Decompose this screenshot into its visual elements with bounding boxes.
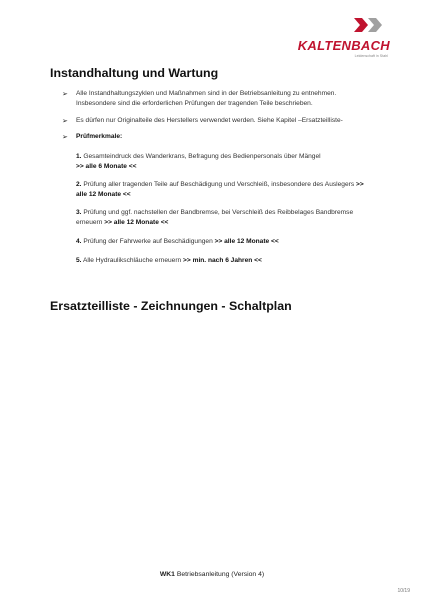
check-item-interval: >> alle 6 Monate << — [76, 163, 137, 170]
bullet-arrow-icon: ➢ — [62, 118, 68, 125]
logo-brand: KALTENBACH — [297, 38, 390, 53]
section-title-spare-parts: Ersatzteilliste - Zeichnungen - Schaltplan — [50, 299, 292, 313]
logo-tagline: Leidenschaft in Stahl — [354, 54, 388, 58]
section-title-maintenance: Instandhaltung und Wartung — [50, 66, 219, 80]
chevron-logo-icon — [352, 16, 386, 34]
company-logo — [296, 16, 390, 62]
checks-heading: Prüfmerkmale: — [76, 133, 123, 140]
check-item-text: Alle Hydraulikschläuche erneuern — [82, 257, 182, 264]
page-footer — [0, 571, 424, 578]
check-item-interval: >> alle 12 Monate << — [76, 181, 364, 198]
page-number: 10/19 — [397, 588, 410, 594]
check-item-number: 5. — [76, 257, 82, 264]
check-item-text: Prüfung der Fahrwerke auf Beschädigungen — [83, 238, 213, 245]
footer-model: WK1 — [159, 571, 175, 578]
check-item-5 — [76, 256, 376, 266]
check-item-text: Gesamteindruck des Wanderkrans, Befragung des Bedienpersonals über Mängel — [83, 153, 321, 160]
check-item-4 — [76, 237, 376, 247]
check-item-text: Prüfung aller tragenden Teile auf Beschädigung und Verschleiß, insbesondere des Auslegers — [83, 181, 355, 188]
check-item-interval: >> alle 12 Monate << — [214, 238, 279, 245]
check-item-number: 1. — [76, 153, 82, 160]
paragraph-original-parts: Es dürfen nur Originalteile des Herstellers verwendet werden. Siehe Kapitel –Ersatzteilliste- — [76, 117, 343, 124]
check-item-text: Prüfung und ggf. nachstellen der Bandbremse, bei Verschleiß des Reibbelages Bandbremse erneuern — [76, 209, 354, 226]
check-item-number: 4. — [76, 238, 82, 245]
bullet-arrow-icon: ➢ — [62, 91, 68, 98]
paragraph-maintenance-cycles: Alle Instandhaltungszyklen und Maßnahmen sind in der Betriebsanleitung zu entnehmen. Insbesondere sind die erforderlichen Prüfungen der tragenden Teile beschrieben. — [76, 90, 337, 107]
check-item-interval: >> min. nach 6 Jahren << — [183, 257, 262, 264]
check-item-2 — [76, 180, 376, 200]
check-item-interval: >> alle 12 Monate << — [104, 219, 169, 226]
check-item-1 — [76, 152, 376, 172]
footer-text: Betriebsanleitung (Version 4) — [176, 571, 265, 578]
check-item-3 — [76, 208, 376, 228]
check-item-number: 2. — [76, 181, 82, 188]
check-item-number: 3. — [76, 209, 82, 216]
bullet-arrow-icon: ➢ — [62, 134, 68, 141]
